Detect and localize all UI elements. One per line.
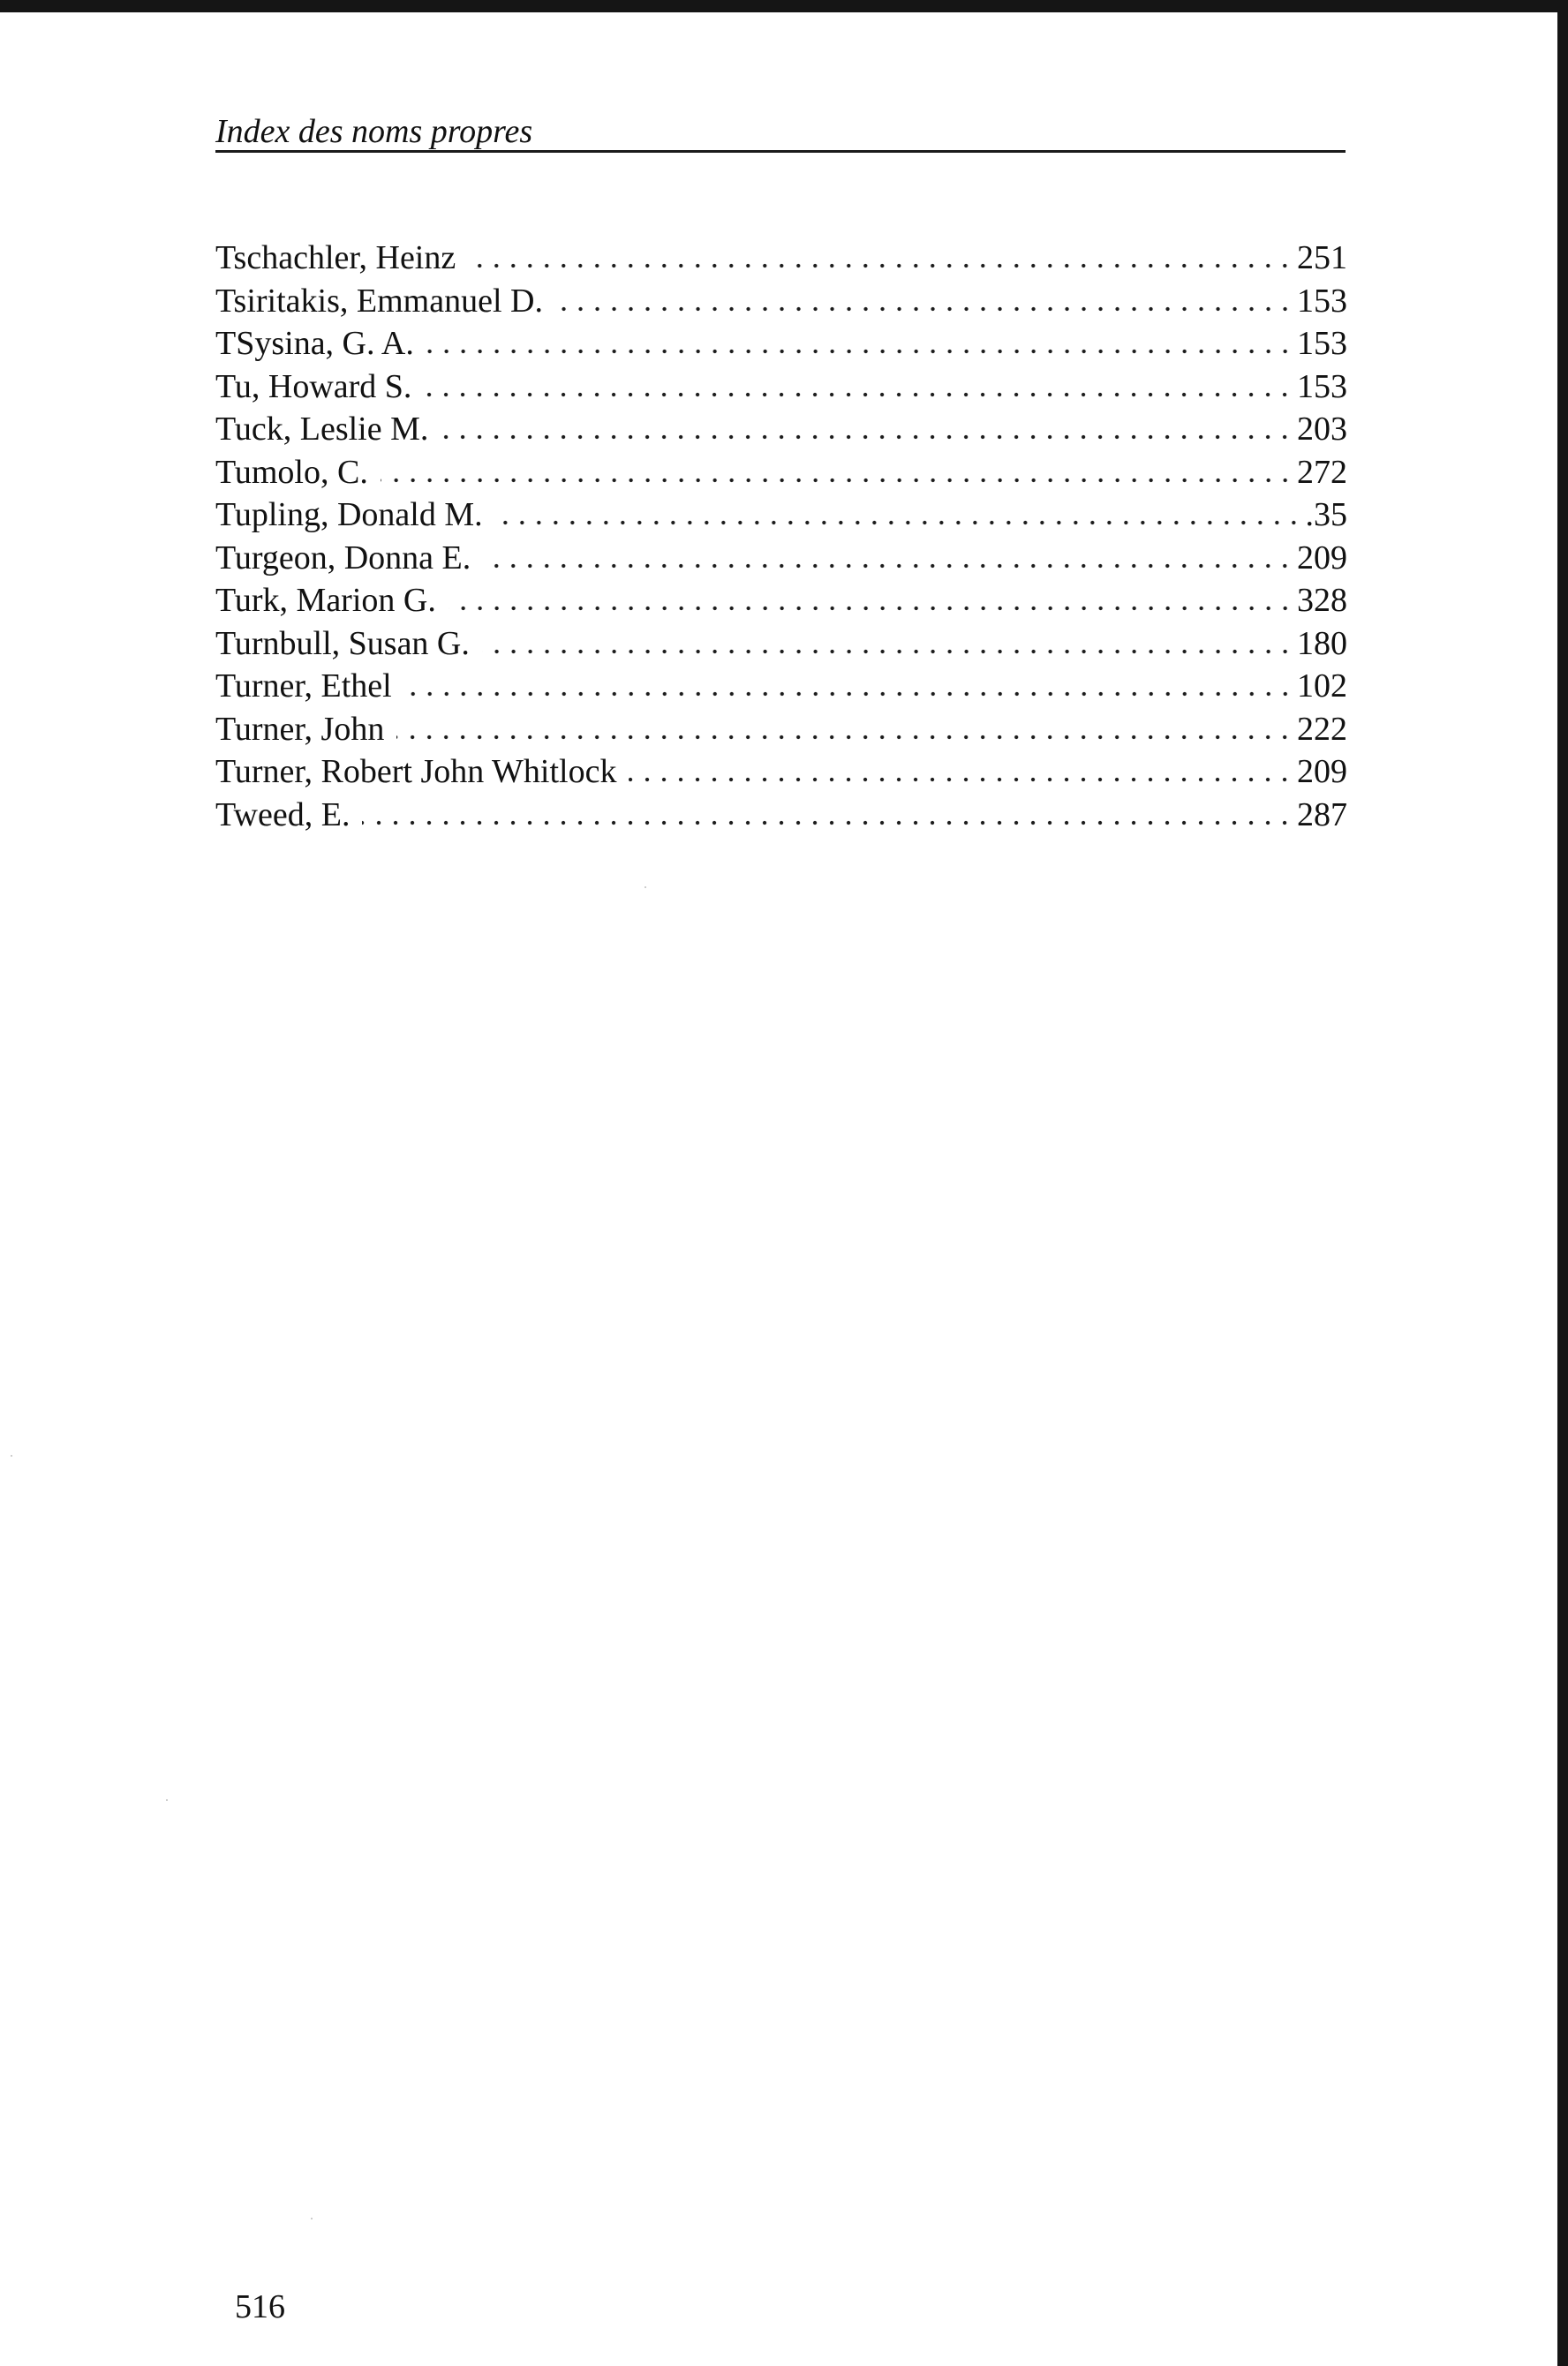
index-entry-list [215,237,1347,836]
index-entry [215,665,1347,708]
index-entry-name: Tuck, Leslie M. [215,411,429,448]
index-entry-name: Turgeon, Donna E. [215,539,471,576]
index-entry-name: Turner, Robert John Whitlock [215,753,617,790]
index-entry-name: Tweed, E. [215,795,351,833]
index-entry [215,237,1347,280]
running-header-title: Index des noms propres [215,113,533,150]
index-entry-name: Tumolo, C. [215,453,368,491]
index-entry-name: TSysina, G. A. [215,325,414,362]
dot-leader [495,520,1302,525]
scan-speck [645,886,646,888]
index-entry [215,794,1347,837]
dot-leader [426,349,1293,354]
index-entry-page: 251 [1297,239,1347,276]
running-header [215,113,1346,153]
index-entry-page: 272 [1297,453,1347,491]
index-entry [215,322,1347,365]
index-entry-page: 153 [1297,367,1347,405]
index-entry-name: Turner, John [215,710,385,748]
dot-leader [468,263,1293,268]
index-entry-page: 180 [1297,624,1347,662]
right-scan-border [1557,0,1568,2366]
index-entry [215,622,1347,666]
index-entry-name: Turk, Marion G. [215,582,436,619]
index-entry [215,365,1347,409]
index-entry-name: Turnbull, Susan G. [215,624,470,662]
dot-leader [482,649,1293,654]
dot-leader [381,478,1293,483]
top-scan-border [0,0,1568,12]
dot-leader [362,820,1293,825]
index-entry-name: Tschachler, Heinz [215,239,456,276]
index-entry-page: 209 [1297,753,1347,790]
dot-leader [555,306,1293,312]
index-entry-page: 102 [1297,667,1347,705]
index-entry [215,537,1347,580]
index-entry [215,451,1347,494]
dot-leader [404,691,1293,697]
index-entry-page: 203 [1297,411,1347,448]
scan-speck [166,1799,168,1801]
index-entry [215,494,1347,537]
dot-leader [629,777,1293,782]
index-entry-name: Turner, Ethel [215,667,392,705]
scan-speck [311,2218,313,2219]
index-entry-page: 328 [1297,582,1347,619]
index-entry-page: 222 [1297,710,1347,748]
dot-leader [441,434,1293,440]
dot-leader [396,735,1293,740]
index-entry-page: 153 [1297,325,1347,362]
scan-speck [11,1455,12,1457]
index-entry-page: 209 [1297,539,1347,576]
index-entry-page: .35 [1305,496,1347,533]
index-entry [215,280,1347,323]
index-entry [215,408,1347,451]
index-entry-name: Tsiritakis, Emmanuel D. [215,282,543,320]
index-entry-page: 153 [1297,282,1347,320]
index-entry [215,750,1347,794]
index-entry [215,579,1347,622]
dot-leader [483,563,1293,569]
index-entry [215,708,1347,751]
dot-leader [449,606,1293,611]
index-entry-page: 287 [1297,795,1347,833]
index-entry-name: Tupling, Donald M. [215,496,483,533]
dot-leader [424,392,1293,397]
index-entry-name: Tu, Howard S. [215,367,412,405]
page-number: 516 [235,2288,285,2325]
